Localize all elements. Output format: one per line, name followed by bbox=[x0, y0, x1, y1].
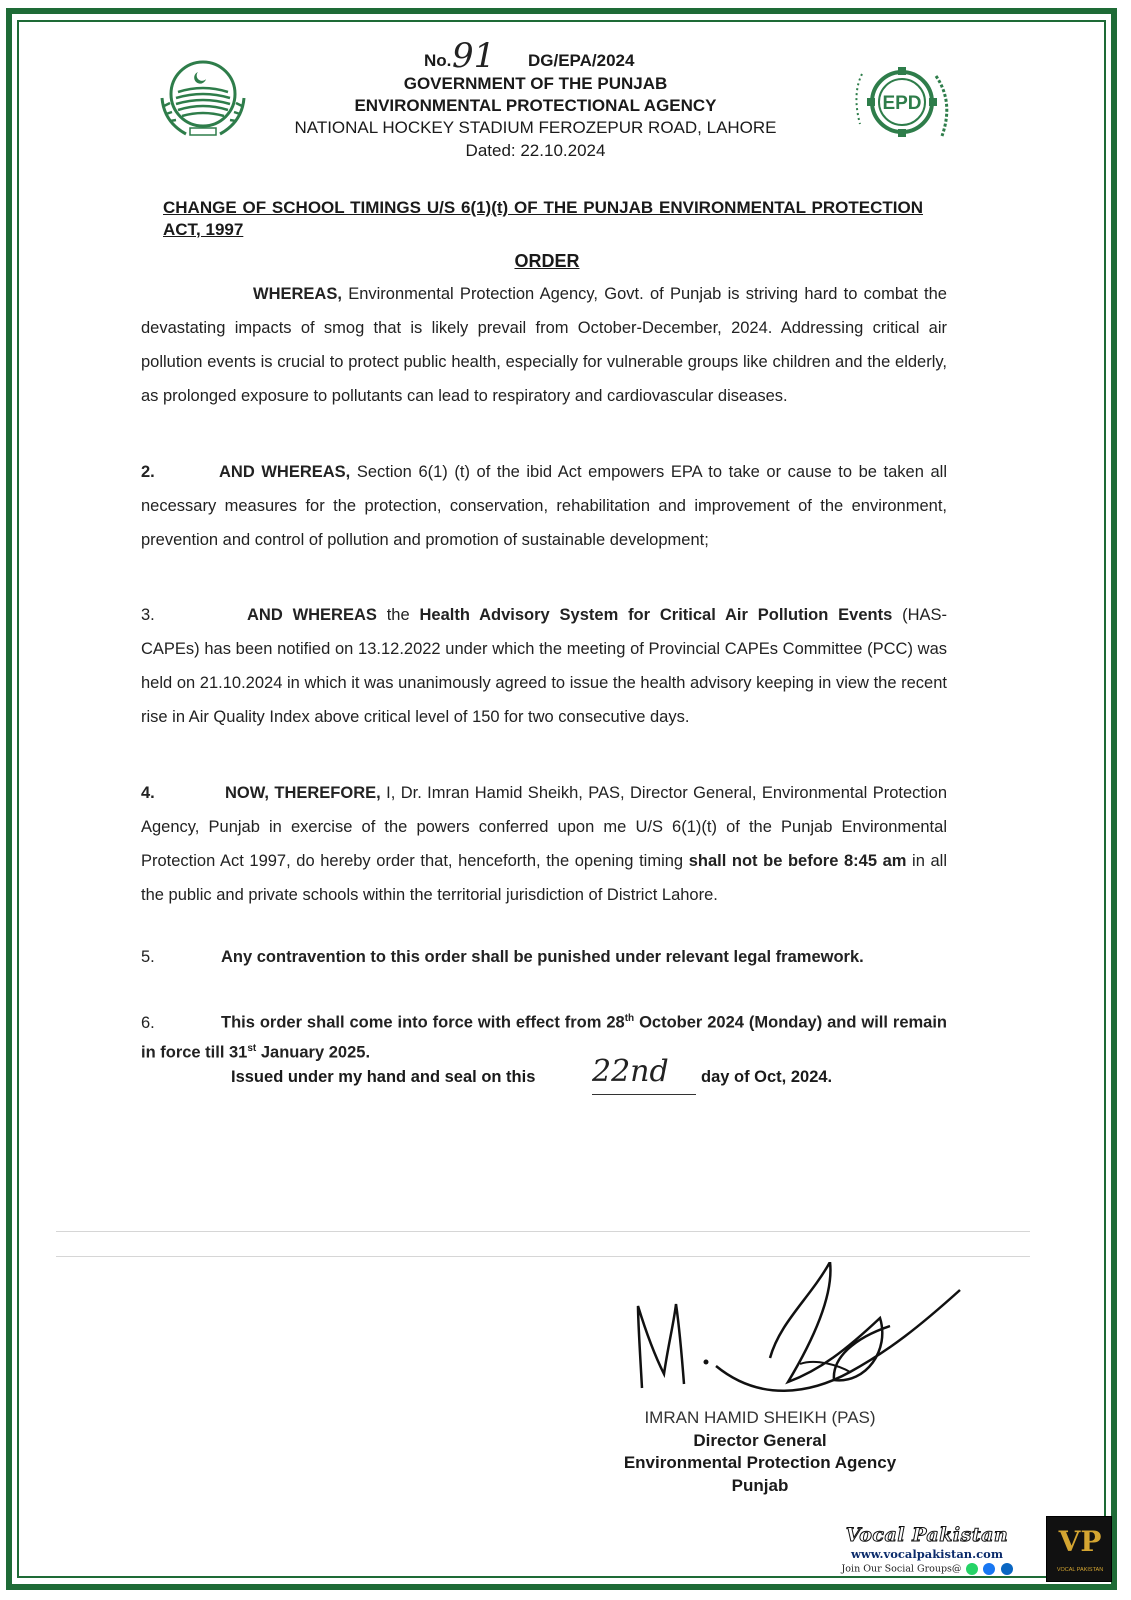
epa-punjab-logo-icon bbox=[852, 62, 962, 148]
issued-day-underline bbox=[592, 1094, 696, 1095]
linkedin-icon[interactable] bbox=[1001, 1563, 1013, 1575]
watermark-brand bbox=[832, 1524, 1022, 1575]
vocal-pakistan-logo-sub: VOCAL PAKISTAN bbox=[1056, 1567, 1104, 1573]
watermark-url[interactable]: www.vocalpakistan.com bbox=[851, 1547, 1003, 1561]
paragraph-4-timing: shall not be before 8:45 am bbox=[688, 852, 907, 870]
paragraph-6-sup-st: st bbox=[247, 1042, 257, 1054]
order-title: ORDER bbox=[514, 251, 580, 271]
paragraph-4 bbox=[141, 776, 947, 912]
signatory-name: IMRAN HAMID SHEIKH (PAS) bbox=[644, 1408, 876, 1427]
watermark-brand-name: Vocal Pakistan bbox=[845, 1524, 1009, 1546]
paragraph-3-text-c: (HAS-CAPEs) has been notified on 13.12.2022 under which the meeting of Provincial CAPEs Committee (PCC) was held on 21.10.2024 in which it was unanimously agreed to issue the health advisory keeping in view the recent rise in Air Quality Index above critical level of 150 for two consecutive days. bbox=[141, 606, 947, 726]
paragraph-4-number: 4. bbox=[141, 784, 155, 802]
paragraph-1-text: Environmental Protection Agency, Govt. of Punjab is striving hard to combat the devastating impacts of smog that is likely prevail from October-December, 2024. Addressing critical air pollution events is crucial to protect public health, especially for vulnerable groups like children and the elderly, as prolonged exposure to pollutants can lead to respiratory and cardiovascular diseases. bbox=[141, 285, 947, 405]
issued-line-before: Issued under my hand and seal on this bbox=[231, 1068, 536, 1086]
header-dated-line: Dated: 22.10.2024 bbox=[465, 141, 606, 160]
paragraph-1 bbox=[141, 277, 947, 413]
paragraph-2 bbox=[141, 455, 947, 557]
signatory-block bbox=[560, 1407, 960, 1497]
whatsapp-icon[interactable] bbox=[966, 1563, 978, 1575]
reference-number-label: No. bbox=[424, 51, 452, 70]
paragraph-3-text-a: the bbox=[376, 606, 420, 624]
paragraph-1-lead: WHEREAS, bbox=[253, 285, 342, 303]
paragraph-4-text-a: I, Dr. Imran Hamid Sheikh, PAS, Director General, Environmental Protection Agency, Punjab in exercise of the powers conferred upon me U/S 6(1)(t) of the Punjab Environmental Protection Act 1997, do hereby order that, henceforth, the opening timing bbox=[141, 784, 947, 870]
paragraph-3-lead: AND WHEREAS bbox=[247, 606, 377, 624]
issued-handwritten-day: 22nd bbox=[592, 1054, 669, 1089]
header-address-line: NATIONAL HOCKEY STADIUM FEROZEPUR ROAD, LAHORE bbox=[294, 118, 777, 137]
paragraph-4-text-c: in all the public and private schools within the territorial jurisdiction of District Lahore. bbox=[141, 852, 947, 904]
watermark-join-line bbox=[832, 1563, 1022, 1575]
issued-line-after: day of Oct, 2024. bbox=[701, 1068, 833, 1086]
paragraph-5-text: Any contravention to this order shall be punished under relevant legal framework. bbox=[221, 948, 864, 966]
paragraph-6-text-c: January 2025. bbox=[256, 1043, 371, 1061]
separator-line-top bbox=[56, 1231, 1030, 1232]
paragraph-2-text: Section 6(1) (t) of the ibid Act empowers EPA to take or cause to be taken all necessary measures for the protection, conservation, rehabilitation and improvement of the environment, prevention and control of pollution and promotion of sustainable development; bbox=[141, 463, 947, 549]
paragraph-5 bbox=[141, 944, 947, 970]
watermark-join-text: Join Our Social Groups@ bbox=[841, 1563, 962, 1575]
vocal-pakistan-logo-text: VP bbox=[1058, 1525, 1102, 1558]
paragraph-6-number: 6. bbox=[141, 1013, 155, 1032]
facebook-icon[interactable] bbox=[983, 1563, 995, 1575]
paragraph-6 bbox=[141, 1006, 947, 1065]
signatory-title: Director General bbox=[693, 1430, 827, 1450]
paragraph-4-lead: NOW, THEREFORE, bbox=[225, 784, 381, 802]
paragraph-2-number: 2. bbox=[141, 463, 155, 481]
separator-line-bottom bbox=[56, 1256, 1030, 1257]
vocal-pakistan-logo bbox=[1046, 1516, 1112, 1582]
reference-code: DG/EPA/2024 bbox=[528, 51, 635, 70]
epa-logo-text: EPD bbox=[882, 93, 922, 114]
paragraph-2-lead: AND WHEREAS, bbox=[219, 463, 351, 481]
paragraph-3 bbox=[141, 598, 947, 734]
paragraph-6-sup-th: th bbox=[624, 1013, 635, 1024]
header-agency-line: ENVIRONMENTAL PROTECTIONAL AGENCY bbox=[354, 96, 717, 115]
signatory-region: Punjab bbox=[731, 1475, 789, 1495]
paragraph-6-text-a: This order shall come into force with effect from 28 bbox=[221, 1013, 625, 1032]
paragraph-6-text-b: October 2024 (Monday) and will remain in force till 31 bbox=[141, 1013, 948, 1061]
handwritten-reference-number: 91 bbox=[452, 36, 496, 76]
signatory-organization: Environmental Protection Agency bbox=[623, 1453, 897, 1472]
paragraph-5-number: 5. bbox=[141, 948, 155, 966]
paragraph-3-has-capes: Health Advisory System for Critical Air Pollution Events bbox=[419, 606, 893, 624]
header-government-line: GOVERNMENT OF THE PUNJAB bbox=[403, 74, 668, 93]
paragraph-3-number: 3. bbox=[141, 606, 155, 624]
order-subject: CHANGE OF SCHOOL TIMINGS U/S 6(1)(t) OF THE PUNJAB ENVIRONMENTAL PROTECTION ACT, 1997 bbox=[163, 198, 923, 239]
